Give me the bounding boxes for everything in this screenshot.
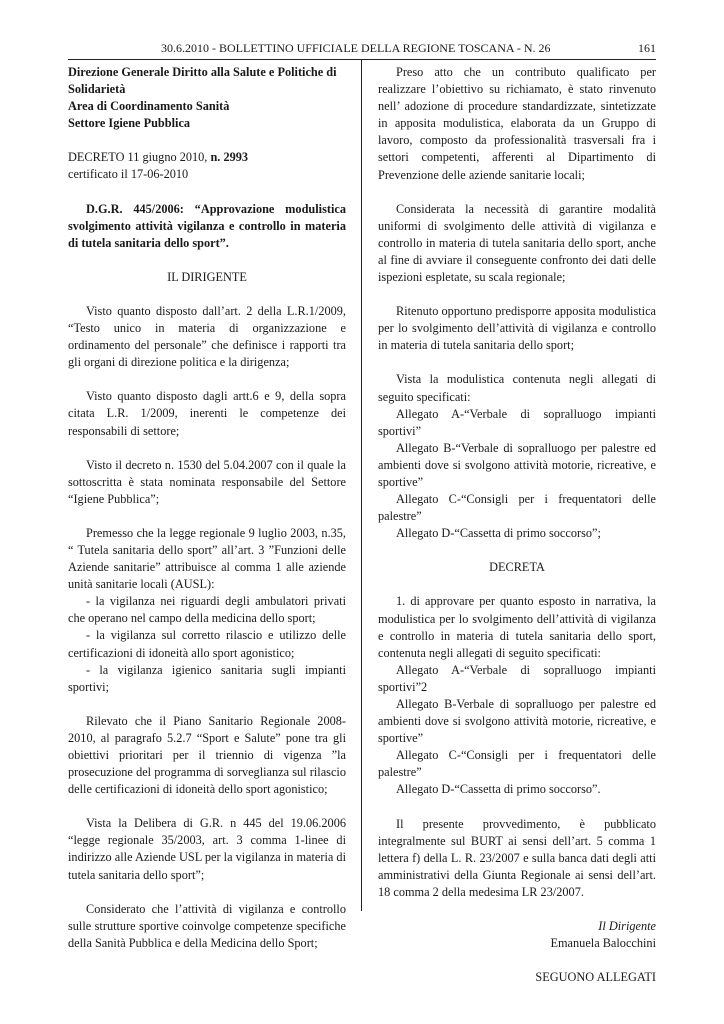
header-rule — [68, 59, 656, 60]
list-item: Allegato C-“Consigli per i frequentatori delle palestre” — [378, 748, 656, 780]
column-divider — [361, 60, 362, 911]
left-column — [68, 64, 346, 952]
list-item: Allegato B-Verbale di sopralluogo per palestre ed ambienti dove si svolgono attività motorie, ricreative, e sportive” — [378, 697, 656, 746]
signature-name: Emanuela Balocchini — [550, 936, 656, 951]
paragraph: 1. di approvare per quanto esposto in narrativa, la modulistica per lo svolgimento dell’attività di vigilanza e controllo in materia di tutela sanitaria dello sport, contenuta negli allegati di seguito specificati: — [378, 594, 656, 660]
list-item: - la vigilanza nei riguardi degli ambulatori privati che operano nel campo della medicina dello sport; — [68, 594, 346, 626]
paragraph: Considerato che l’attività di vigilanza e controllo sulle strutture sportive coinvolge competenze specifiche della Sanità Pubblica e della Medicina dello Sport; — [68, 901, 346, 950]
list-item: Allegato B-“Verbale di sopralluogo per palestre ed ambienti dove si svolgono attività motorie, ricreative, e sportive” — [378, 440, 656, 489]
decree-number: n. 2993 — [210, 150, 249, 165]
list-item: Allegato A-“Verbale di sopralluogo impianti sportivi”2 — [378, 662, 656, 694]
attachments-note: SEGUONO ALLEGATI — [535, 970, 656, 985]
list-item: Allegato D-“Cassetta di primo soccorso”. — [396, 782, 601, 797]
decree-line — [68, 149, 346, 166]
paragraph: Visto quanto disposto dall’art. 2 della L.R.1/2009, “Testo unico in materia di organizzazione e ordinamento del personale” che definisce i rapporti tra gli organi di direzione politica e la dirigenza; — [68, 303, 346, 370]
signature-title: Il Dirigente — [598, 919, 656, 934]
list-item: - la vigilanza sul corretto rilascio e utilizzo delle certificazioni di idoneità allo sport agonistico; — [68, 628, 346, 660]
org-line: Settore Igiene Pubblica — [68, 116, 191, 131]
paragraph: Premesso che la legge regionale 9 luglio 2003, n.35, “ Tutela sanitaria dello sport” all’art. 3 ”Funzioni delle Aziende sanitarie” attribuisce al comma 1 alle aziende unità sanitarie locali (AUSL): — [68, 525, 346, 592]
org-line: Direzione Generale Diritto alla Salute e Politiche di — [68, 65, 337, 79]
paragraph: Vista la Delibera di G.R. n 445 del 19.06.2006 “legge regionale 35/2003, art. 3 comma 1-linee di indirizzo alle Aziende USL per la vigilanza in materia di tutela sanitaria dello sport”; — [68, 816, 346, 882]
paragraph: Ritenuto opportuno predisporre apposita modulistica per lo svolgimento dell’attività di vigilanza e controllo in materia di tutela sanitaria dello sport; — [378, 304, 656, 353]
running-title: 30.6.2010 - BOLLETTINO UFFICIALE DELLA REGIONE TOSCANA - N. 26 — [161, 41, 551, 55]
paragraph: Preso atto che un contributo qualificato per realizzare l’obiettivo su richiamato, è stato rinvenuto nell’ adozione di procedure standardizzate, sintetizzate in apposita modulistica, elaborata da un Gruppo di lavoro, composto da professionalità trasversali fra i settori competenti, afferenti al Dipartimento di Prevenzione delle aziende sanitarie locali; — [378, 65, 656, 182]
paragraph: Considerata la necessità di garantire modalità uniformi di svolgimento delle attività di vigilanza e controllo in materia di tutela sanitaria dello sport, anche al fine di avviare il conseguente confronto dei dati delle ispezioni espletate, su scala regionale; — [378, 201, 656, 285]
section-heading-decreta: DECRETA — [489, 560, 545, 575]
certified-line: certificato il 17-06-2010 — [68, 167, 189, 182]
org-line: Solidarietà — [68, 82, 126, 97]
list-item: Allegato C-“Consigli per i frequentatori delle palestre” — [378, 492, 656, 524]
paragraph: Visto il decreto n. 1530 del 5.04.2007 con il quale la sottoscritta è stata nominata responsabile del Settore “Igiene Pubblica”; — [68, 457, 346, 506]
list-item: - la vigilanza igienico sanitaria sugli impianti sportivi; — [68, 662, 346, 694]
org-line: Area di Coordinamento Sanità — [68, 99, 230, 114]
decree-date: DECRETO 11 giugno 2010, — [68, 150, 211, 165]
section-heading-dirigente: IL DIRIGENTE — [167, 269, 247, 284]
paragraph: Vista la modulistica contenuta negli allegati di seguito specificati: — [378, 372, 656, 404]
page-header — [68, 39, 656, 57]
right-column — [378, 64, 656, 986]
decree-subject: D.G.R. 445/2006: “Approvazione modulistica svolgimento attività vigilanza e controllo in materia di tutela sanitaria dello sport”. — [68, 201, 346, 250]
list-item: Allegato D-“Cassetta di primo soccorso”; — [396, 526, 601, 541]
list-item: Allegato A-“Verbale di sopralluogo impianti sportivi” — [378, 406, 656, 438]
paragraph: Rilevato che il Piano Sanitario Regionale 2008- 2010, al paragrafo 5.2.7 “Sport e Salute” pone tra gli obiettivi prioritari per il triennio di vigenza ”la prosecuzione del programma di sorveglianza sul rilascio delle certificazioni di idoneità dello sport agonistico; — [68, 713, 346, 797]
paragraph: Visto quanto disposto dagli artt.6 e 9, della sopra citata L.R. 1/2009, inerenti le competenze dei responsabili di settore; — [68, 389, 346, 438]
page-number: 161 — [638, 41, 656, 55]
paragraph: Il presente provvedimento, è pubblicato integralmente sul BURT ai sensi dell’art. 5 comma 1 lettera f) della L. R. 23/2007 e sulla banca dati degli atti amministrativi della Giunta Regionale ai sensi dell’art. 18 comma 2 della medesima LR 23/2007. — [378, 816, 656, 899]
